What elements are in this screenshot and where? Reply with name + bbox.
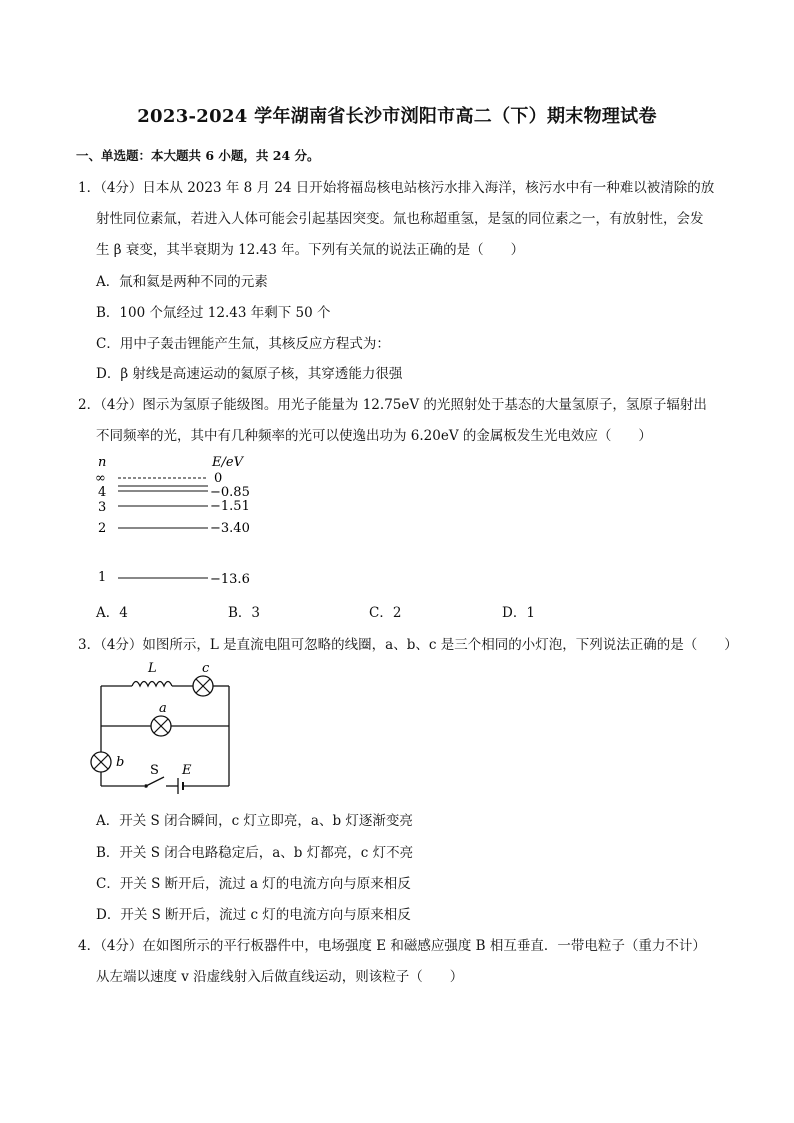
q2-option-b: B．3	[228, 605, 261, 621]
level-e-3: −1.51	[210, 499, 250, 514]
section-heading: 一、单选题：本大题共 6 小题，共 24 分。	[76, 148, 320, 163]
q1-option-d: D．β 射线是高速运动的氦原子核，其穿透能力很强	[96, 366, 403, 382]
q3-option-b: B．开关 S 闭合电路稳定后，a、b 灯都亮，c 灯不亮	[96, 845, 414, 861]
q2-option-a: A．4	[96, 605, 128, 621]
level-n-inf: ∞	[95, 471, 106, 486]
q3-option-a: A．开关 S 闭合瞬间，c 灯立即亮，a、b 灯逐渐变亮	[96, 813, 413, 829]
q3-option-c: C．开关 S 断开后，流过 a 灯的电流方向与原来相反	[96, 876, 411, 892]
lamp-c-label: c	[202, 661, 210, 676]
q1-line3: 生 β 衰变，其半衰期为 12.43 年。下列有关氚的说法正确的是（ ）	[96, 242, 525, 258]
q1-line2: 射性同位素氚，若进入人体可能会引起基因突变。氚也称超重氢，是氢的同位素之一，有放射性，会发	[96, 211, 704, 227]
circuit-diagram	[86, 656, 246, 796]
q3-option-d: D．开关 S 断开后，流过 c 灯的电流方向与原来相反	[96, 907, 411, 923]
inductor-coil	[132, 682, 172, 687]
level-n-3: 3	[98, 500, 107, 515]
q1-line1: 1．（4分）日本从 2023 年 8 月 24 日开始将福岛核电站核污水排入海洋，核污水中有一种难以被清除的放	[78, 180, 715, 196]
lamp-a-label: a	[159, 701, 167, 716]
level-e-4: −0.85	[210, 485, 250, 500]
q3-line1: 3．（4分）如图所示，L 是直流电阻可忽略的线圈，a、b、c 是三个相同的小灯泡，下列说法正确的是（ ）	[78, 637, 738, 653]
lamp-b-label: b	[116, 755, 125, 770]
q2-line2: 不同频率的光，其中有几种频率的光可以使逸出功为 6.20eV 的金属板发生光电效应（ ）	[96, 428, 652, 444]
exam-title: 2023-2024 学年湖南省长沙市浏阳市高二（下）期末物理试卷	[137, 106, 657, 127]
n-axis-label: n	[98, 455, 107, 470]
q2-line1: 2．（4分）图示为氢原子能级图。用光子能量为 12.75eV 的光照射处于基态的大量氢原子，氢原子辐射出	[78, 397, 707, 413]
q2-option-d: D．1	[502, 605, 535, 621]
inductor-label: L	[148, 661, 157, 676]
level-n-4: 4	[98, 485, 107, 500]
switch-s	[146, 777, 164, 786]
q2-option-c: C．2	[369, 605, 402, 621]
level-e-1: −13.6	[210, 572, 250, 587]
q1-option-b: B．100 个氚经过 12.43 年剩下 50 个	[96, 305, 331, 321]
level-n-1: 1	[98, 570, 107, 585]
battery-label: E	[182, 763, 192, 778]
q1-option-c: C．用中子轰击锂能产生氚，其核反应方程式为：	[96, 336, 390, 352]
switch-label: S	[150, 763, 159, 778]
level-n-2: 2	[98, 521, 107, 536]
energy-axis-label: E/eV	[212, 455, 243, 470]
q4-line1: 4．（4分）在如图所示的平行板器件中，电场强度 E 和磁感应强度 B 相互垂直．一带电粒子（重力不计）	[78, 938, 706, 954]
q1-option-a: A．氚和氦是两种不同的元素	[96, 274, 268, 290]
energy-level-diagram	[90, 450, 270, 590]
q4-line2: 从左端以速度 v 沿虚线射入后做直线运动，则该粒子（ ）	[96, 969, 464, 985]
level-e-inf: 0	[214, 471, 223, 486]
level-e-2: −3.40	[210, 521, 250, 536]
